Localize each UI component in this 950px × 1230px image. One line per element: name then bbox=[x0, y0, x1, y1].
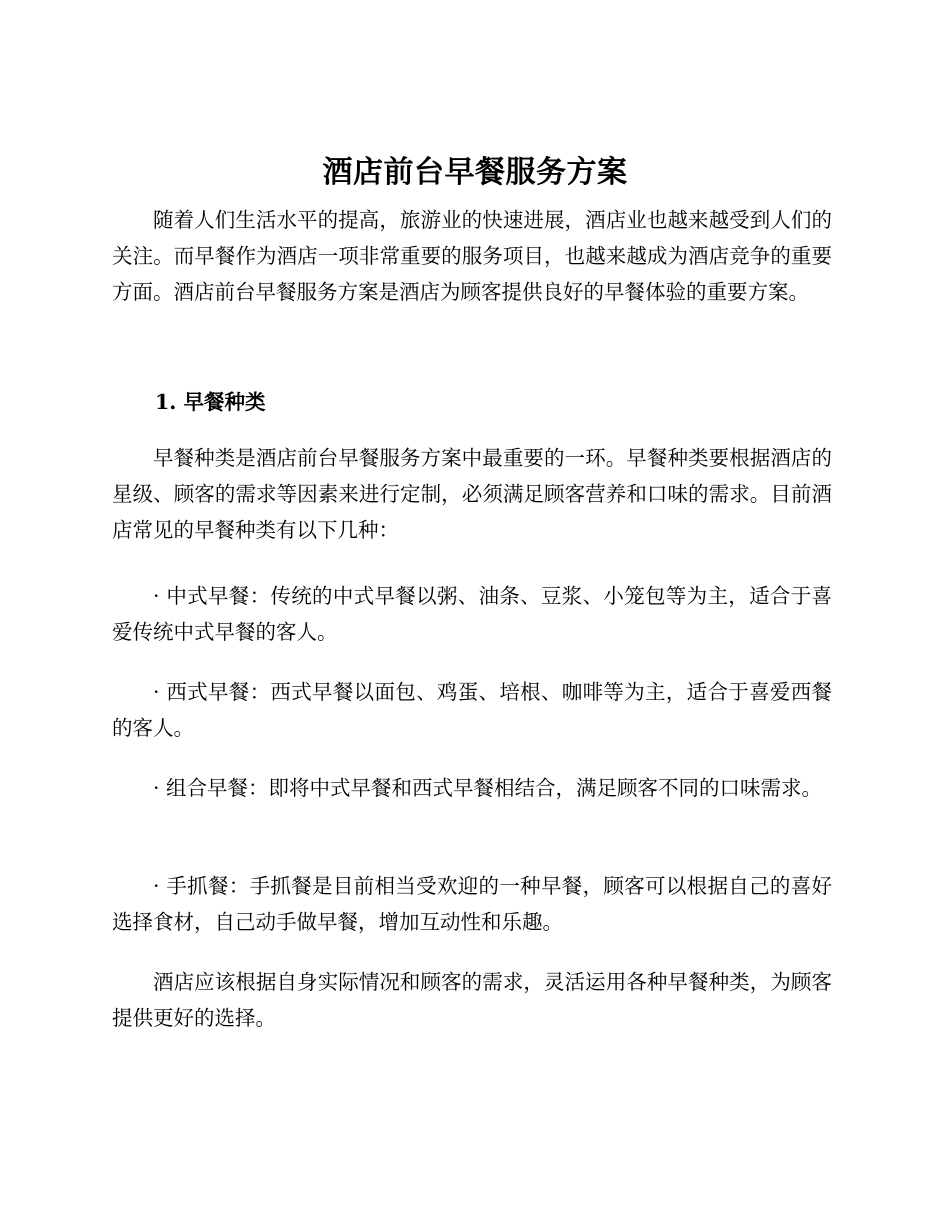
bullet-item-combo-breakfast: · 组合早餐：即将中式早餐和西式早餐相结合，满足顾客不同的口味需求。 bbox=[153, 776, 823, 800]
document-title: 酒店前台早餐服务方案 bbox=[322, 155, 628, 190]
section-heading-breakfast-types: 1. 早餐种类 bbox=[155, 390, 266, 414]
bullet-item-chinese-breakfast: · 中式早餐：传统的中式早餐以粥、油条、豆浆、小笼包等为主，适合于喜爱传统中式早餐的客人。 bbox=[112, 584, 832, 644]
closing-paragraph: 酒店应该根据自身实际情况和顾客的需求，灵活运用各种早餐种类，为顾客提供更好的选择。 bbox=[112, 970, 832, 1030]
bullet-item-western-breakfast: · 西式早餐：西式早餐以面包、鸡蛋、培根、咖啡等为主，适合于喜爱西餐的客人。 bbox=[112, 680, 832, 740]
section-paragraph: 早餐种类是酒店前台早餐服务方案中最重要的一环。早餐种类要根据酒店的星级、顾客的需求等因素来进行定制，必须满足顾客营养和口味的需求。目前酒店常见的早餐种类有以下几种： bbox=[112, 446, 832, 542]
intro-paragraph: 随着人们生活水平的提高，旅游业的快速进展，酒店业也越来越受到人们的关注。而早餐作为酒店一项非常重要的服务项目，也越来越成为酒店竞争的重要方面。酒店前台早餐服务方案是酒店为顾客提供良好的早餐体验的重要方案。 bbox=[112, 208, 832, 304]
bullet-item-diy-breakfast: · 手抓餐：手抓餐是目前相当受欢迎的一种早餐，顾客可以根据自己的喜好选择食材，自己动手做早餐，增加互动性和乐趣。 bbox=[112, 874, 832, 934]
